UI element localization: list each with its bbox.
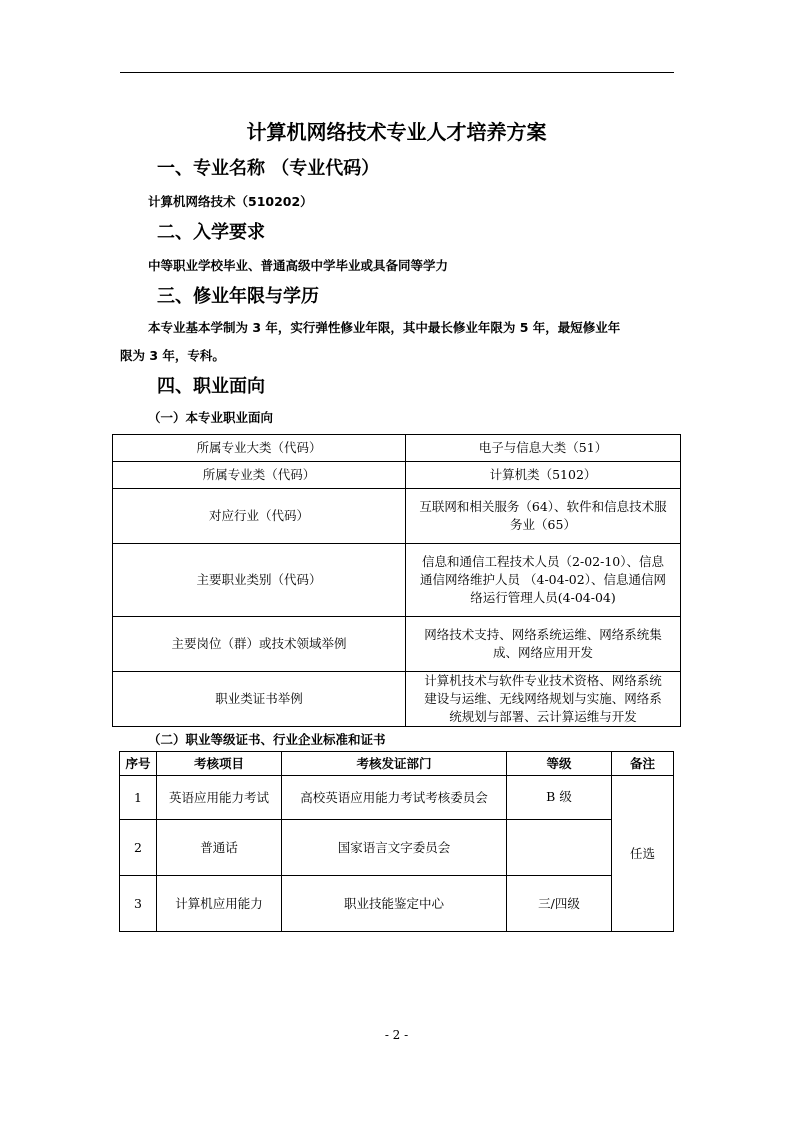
cell-level: B 级 [507, 776, 612, 820]
career-label: 所属专业大类（代码） [113, 435, 406, 462]
certificate-table [119, 751, 674, 932]
table-header-row [120, 752, 674, 776]
career-label: 主要职业类别（代码） [113, 544, 406, 617]
header-no: 序号 [120, 752, 157, 776]
header-rule [120, 72, 674, 73]
career-value: 电子与信息大类（51） [406, 435, 681, 462]
cell-item: 英语应用能力考试 [157, 776, 282, 820]
table-row [120, 820, 674, 876]
cell-item: 计算机应用能力 [157, 876, 282, 932]
table-row [120, 776, 674, 820]
career-label: 所属专业类（代码） [113, 462, 406, 489]
page-title: 计算机网络技术专业人才培养方案 [246, 120, 547, 144]
header-note: 备注 [612, 752, 674, 776]
table-row [113, 672, 681, 727]
table-row [113, 462, 681, 489]
cell-no: 3 [120, 876, 157, 932]
header-item: 考核项目 [157, 752, 282, 776]
cell-no: 2 [120, 820, 157, 876]
career-value: 信息和通信工程技术人员（2-02-10）、信息 通信网络维护人员 （4-04-02）、信息通信网 络运行管理人员(4-04-04) [406, 544, 681, 617]
subheading-certificates: （二）职业等级证书、行业企业标准和证书 [148, 732, 386, 747]
section-heading-3: 三、修业年限与学历 [157, 286, 319, 307]
cell-no: 1 [120, 776, 157, 820]
career-value: 计算机类（5102） [406, 462, 681, 489]
cell-note: 任选 [612, 776, 674, 932]
career-table [112, 434, 681, 727]
section-heading-4: 四、职业面向 [157, 376, 265, 397]
career-value: 互联网和相关服务（64）、软件和信息技术服 务业（65） [406, 489, 681, 544]
career-label: 职业类证书举例 [113, 672, 406, 727]
page-number: - 2 - [384, 1028, 409, 1042]
career-label: 对应行业（代码） [113, 489, 406, 544]
career-label: 主要岗位（群）或技术领域举例 [113, 617, 406, 672]
cell-dept: 高校英语应用能力考试考核委员会 [282, 776, 507, 820]
career-value: 计算机技术与软件专业技术资格、网络系统 建设与运维、无线网络规划与实施、网络系 统规划与部署、云计算运维与开发 [406, 672, 681, 727]
section-body-2: 中等职业学校毕业、普通高级中学毕业或具备同等学力 [148, 258, 449, 273]
cell-item: 普通话 [157, 820, 282, 876]
table-row [120, 876, 674, 932]
section-heading-1: 一、专业名称 （专业代码） [157, 158, 380, 179]
header-dept: 考核发证部门 [282, 752, 507, 776]
cell-level: 三/四级 [507, 876, 612, 932]
section-body-3-line1: 本专业基本学制为 3 年，实行弹性修业年限，其中最长修业年限为 5 年，最短修业年 [148, 320, 621, 335]
cell-dept: 国家语言文字委员会 [282, 820, 507, 876]
table-row [113, 489, 681, 544]
career-value: 网络技术支持、网络系统运维、网络系统集 成、网络应用开发 [406, 617, 681, 672]
section-body-1: 计算机网络技术（510202） [148, 194, 313, 209]
cell-level [507, 820, 612, 876]
table-row [113, 617, 681, 672]
table-row [113, 544, 681, 617]
header-level: 等级 [507, 752, 612, 776]
section-body-3-line2: 限为 3 年，专科。 [120, 348, 225, 363]
cell-dept: 职业技能鉴定中心 [282, 876, 507, 932]
subheading-career: （一）本专业职业面向 [148, 410, 274, 425]
table-row [113, 435, 681, 462]
section-heading-2: 二、入学要求 [157, 222, 265, 243]
